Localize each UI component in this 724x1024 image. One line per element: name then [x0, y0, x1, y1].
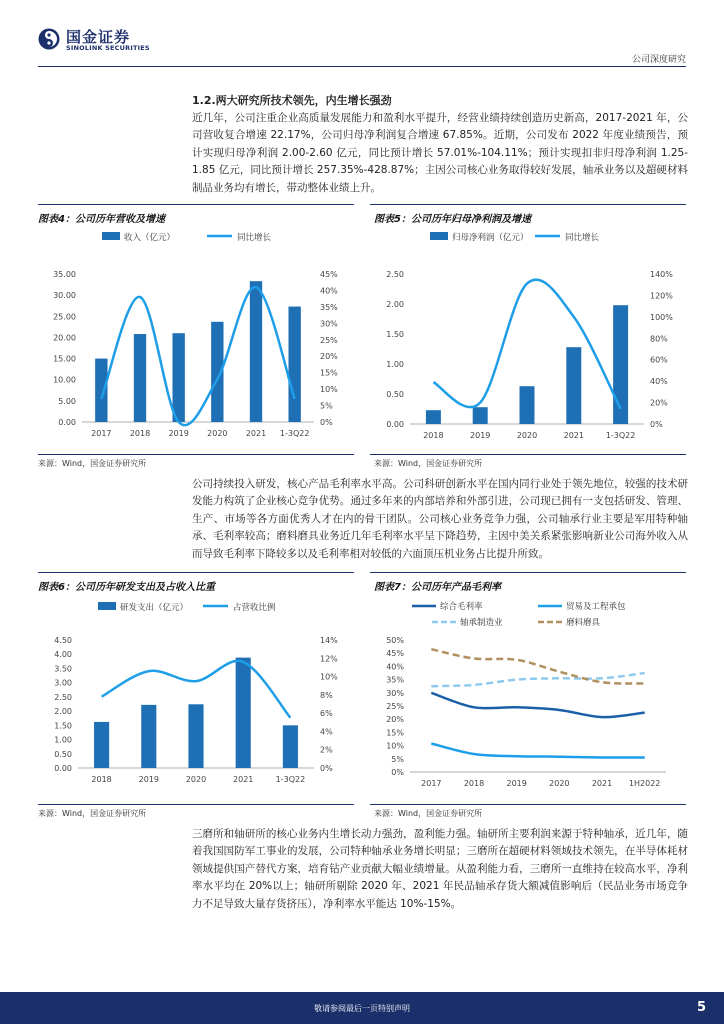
y-axis-tick-label: 1.50 — [54, 721, 72, 731]
x-axis-tick-label: 2021 — [233, 775, 254, 784]
y2-axis-tick-label: 15% — [320, 368, 338, 378]
figure-5-source: 来源：Wind，国金证券研究所 — [374, 459, 483, 468]
x-axis-tick-label: 2017 — [91, 429, 112, 438]
legend-line-label: 同比增长 — [237, 233, 272, 243]
bar — [141, 705, 156, 768]
y2-axis-tick-label: 30% — [320, 319, 338, 329]
figure-7-source-rule — [370, 804, 686, 805]
header-divider — [38, 66, 686, 67]
figure-5-source-rule — [370, 454, 686, 455]
legend-line-label: 占营收比例 — [233, 603, 276, 613]
figure-5-top-rule — [370, 204, 686, 205]
y2-axis-tick-label: 140% — [650, 270, 673, 279]
y-axis-tick-label: 0.00 — [58, 418, 76, 427]
x-axis-tick-label: 2020 — [549, 779, 570, 788]
figure-7-source: 来源：Wind，国金证券研究所 — [374, 809, 483, 818]
x-axis-tick-label: 2018 — [423, 431, 444, 440]
legend-series-label: 轴承制造业 — [460, 618, 503, 628]
legend-bar-label: 归母净利润（亿元） — [452, 233, 529, 243]
net-profit-growth-chart — [370, 226, 686, 440]
y-axis-tick-label: 0.00 — [386, 420, 404, 429]
y2-axis-tick-label: 10% — [320, 672, 338, 682]
y-axis-tick-label: 4.50 — [54, 636, 72, 645]
y-axis-tick-label: 10% — [386, 741, 404, 751]
margin-series-line — [431, 673, 644, 686]
figure-4-title: 图表4：公司历年营收及增速 — [38, 214, 165, 225]
document-type-label: 公司深度研究 — [631, 55, 686, 65]
y2-axis-tick-label: 20% — [320, 352, 338, 362]
y2-axis-tick-label: 60% — [650, 355, 668, 365]
y-axis-tick-label: 2.50 — [386, 270, 404, 279]
y-axis-tick-label: 3.00 — [54, 678, 72, 688]
y2-axis-tick-label: 4% — [320, 727, 333, 737]
y2-axis-tick-label: 35% — [320, 302, 338, 312]
x-axis-tick-label: 2020 — [516, 431, 538, 440]
figure-5-title: 图表5：公司历年归母净利润及增速 — [374, 214, 531, 225]
section-title: 1.2.两大研究所技术领先，内生增长强劲 — [192, 94, 392, 107]
x-axis-tick-label: 2021 — [591, 779, 613, 788]
growth-line — [101, 287, 294, 425]
x-axis-tick-label: 1-3Q22 — [279, 429, 310, 438]
y2-axis-tick-label: 10% — [320, 385, 338, 395]
x-axis-tick-label: 2019 — [138, 775, 159, 784]
bar — [172, 333, 184, 422]
y2-axis-tick-label: 2% — [320, 745, 333, 755]
y-axis-tick-label: 5% — [391, 754, 404, 764]
bar — [95, 359, 107, 422]
margin-series-line — [431, 693, 644, 717]
paragraph-institutes: 三磨所和轴研所的核心业务内生增长动力强劲，盈利能力强。轴研所主要利润来源于特种轴承，近几年，随着我国国防军工事业的发展，公司特种轴承业务增长明显；三磨所在超硬材料领域技术领先，在半导体耗材领域提供国产替代方案，培育钻产业贡献大幅业绩增量。从盈利能力看，三磨所一直维持在较高水平，净利率水平均在 20%以上；轴研所剔除 2020 年、2021 年民品轴承存货大额减值影响后（民品业务市场竞争力不足导致大量存货挤压），净利率水平能达 10%-15%。 — [192, 828, 688, 910]
y-axis-tick-label: 40% — [386, 662, 404, 672]
logo-chinese-name: 国金证券 — [66, 28, 131, 46]
bar — [134, 334, 146, 422]
legend-bar-swatch — [98, 602, 116, 610]
figure-6-source: 来源：Wind，国金证券研究所 — [38, 809, 147, 818]
y-axis-tick-label: 25.00 — [53, 312, 76, 322]
x-axis-tick-label: 2017 — [421, 779, 442, 788]
y-axis-tick-label: 1.00 — [386, 360, 404, 369]
y2-axis-tick-label: 40% — [650, 377, 668, 387]
y2-axis-tick-label: 0% — [650, 420, 663, 429]
x-axis-tick-label: 2019 — [506, 779, 527, 788]
y2-axis-tick-label: 14% — [320, 636, 338, 645]
legend-series-label: 贸易及工程承包 — [566, 602, 626, 612]
figure-7-title: 图表7：公司历年产品毛利率 — [374, 582, 501, 593]
x-axis-tick-label: 2021 — [245, 429, 267, 438]
legend-bar-label: 收入（亿元） — [124, 233, 176, 243]
x-axis-tick-label: 1-3Q22 — [605, 431, 636, 440]
x-axis-tick-label: 1H2022 — [628, 779, 661, 788]
y-axis-tick-label: 5.00 — [58, 396, 76, 406]
y2-axis-tick-label: 120% — [650, 291, 673, 301]
paragraph-growth: 近几年，公司注重企业高质量发展能力和盈利水平提升，经营业绩持续创造历史新高，2017-2021 年，公司营收复合增速 22.17%，公司归母净利润复合增速 67.85%。近期，公司发布 2022 年度业绩预告，预计实现归母净利润 2.00-2.60 亿元，同比预计增长 57.01%-104.11%；预计实现扣非归母净利润 1.25-1.85 亿元，同比预计增长 257.35%-428.87%；主因公司核心业务取得较好发展，轴承业务以及超硬材料制品业务均有增长，带动整体业绩上升。 — [192, 112, 688, 194]
figure-4-source: 来源：Wind，国金证券研究所 — [38, 459, 147, 468]
y2-axis-tick-label: 100% — [650, 312, 673, 322]
x-axis-tick-label: 2018 — [463, 779, 485, 788]
margin-series-line — [431, 744, 644, 758]
x-axis-tick-label: 2021 — [563, 431, 584, 440]
legend-series-label: 综合毛利率 — [440, 602, 483, 612]
y-axis-tick-label: 30.00 — [53, 291, 76, 301]
y-axis-tick-label: 20% — [386, 715, 404, 725]
y-axis-tick-label: 2.00 — [54, 707, 72, 717]
y-axis-tick-label: 35% — [386, 675, 404, 685]
x-axis-tick-label: 2018 — [91, 775, 112, 784]
bar — [566, 347, 581, 424]
figure-4-top-rule — [38, 204, 354, 205]
paragraph-rnd: 公司持续投入研发，核心产品毛利率水平高。公司科研创新水平在国内同行业处于领先地位，较强的技术研发能力构筑了企业核心竞争优势。通过多年来的内部培养和外部引进，公司现已拥有一支包括研发、管理、生产、市场等各方面优秀人才在内的骨干团队。公司核心业务竞争力强，公司轴承行业主要是军用特种轴承、毛利率较高；磨料磨具业务近几年毛利率水平呈下降趋势，主因中美关系紧张影响新业公司海外收入从而导致毛利率下降较多以及毛利率相对较低的六面顶压机业务占比提升所致。 — [192, 478, 688, 560]
y-axis-tick-label: 2.50 — [54, 692, 72, 702]
x-axis-tick-label: 2020 — [207, 429, 228, 438]
y2-axis-tick-label: 25% — [320, 335, 338, 345]
y2-axis-tick-label: 0% — [320, 764, 333, 773]
rnd-expense-chart — [38, 596, 354, 796]
y2-axis-tick-label: 8% — [320, 690, 333, 700]
y2-axis-tick-label: 0% — [320, 418, 333, 427]
figure-6-title: 图表6：公司历年研发支出及占收入比重 — [38, 582, 215, 593]
footer-disclaimer: 敬请参阅最后一页特别声明 — [314, 1004, 410, 1013]
bar — [188, 704, 203, 768]
gross-margin-chart — [370, 596, 686, 796]
y-axis-tick-label: 1.50 — [386, 330, 404, 339]
y-axis-tick-label: 4.00 — [54, 650, 72, 660]
bar — [288, 307, 300, 422]
y2-axis-tick-label: 80% — [650, 334, 668, 344]
legend-series-label: 磨料磨具 — [566, 618, 601, 628]
legend-bar-label: 研发支出（亿元） — [120, 603, 189, 613]
legend-line-label: 同比增长 — [565, 233, 600, 243]
y-axis-tick-label: 3.50 — [54, 664, 72, 674]
y-axis-tick-label: 25% — [386, 702, 404, 711]
y-axis-tick-label: 0.00 — [54, 764, 72, 773]
legend-bar-swatch — [430, 232, 448, 240]
x-axis-tick-label: 2020 — [185, 775, 207, 784]
x-axis-tick-label: 1-3Q22 — [275, 775, 306, 784]
bar — [283, 725, 298, 768]
y-axis-tick-label: 35.00 — [53, 270, 76, 279]
bar — [236, 658, 251, 768]
figure-6-source-rule — [38, 804, 354, 805]
y-axis-tick-label: 15% — [386, 728, 404, 738]
x-axis-tick-label: 2019 — [470, 431, 491, 440]
x-axis-tick-label: 2019 — [168, 429, 189, 438]
bar — [520, 386, 535, 424]
y-axis-tick-label: 0.50 — [54, 749, 72, 759]
y2-axis-tick-label: 45% — [320, 270, 338, 279]
y-axis-tick-label: 2.00 — [386, 300, 404, 309]
bar — [426, 410, 441, 424]
sinolink-logo-icon — [38, 28, 60, 50]
legend-bar-swatch — [102, 232, 120, 240]
y2-axis-tick-label: 40% — [320, 286, 338, 296]
y2-axis-tick-label: 5% — [320, 401, 333, 411]
logo-english-name: SINOLINK SECURITIES — [66, 44, 150, 52]
bar — [250, 281, 262, 422]
figure-7-top-rule — [370, 572, 686, 573]
y-axis-tick-label: 10.00 — [53, 375, 76, 385]
y-axis-tick-label: 30% — [386, 688, 404, 698]
figure-4-source-rule — [38, 454, 354, 455]
y-axis-tick-label: 45% — [386, 649, 404, 659]
y2-axis-tick-label: 6% — [320, 709, 333, 719]
y-axis-tick-label: 50% — [386, 636, 404, 645]
page-number: 5 — [696, 1000, 706, 1015]
bar — [473, 407, 488, 424]
y-axis-tick-label: 1.00 — [54, 735, 72, 745]
y-axis-tick-label: 0% — [391, 768, 404, 777]
y-axis-tick-label: 15.00 — [53, 354, 76, 364]
x-axis-tick-label: 2018 — [129, 429, 151, 438]
figure-6-top-rule — [38, 572, 354, 573]
y2-axis-tick-label: 12% — [320, 654, 338, 664]
y-axis-tick-label: 0.50 — [386, 390, 404, 399]
revenue-growth-chart — [38, 226, 354, 440]
y-axis-tick-label: 20.00 — [53, 333, 76, 343]
bar — [94, 722, 109, 768]
y2-axis-tick-label: 20% — [650, 398, 668, 408]
